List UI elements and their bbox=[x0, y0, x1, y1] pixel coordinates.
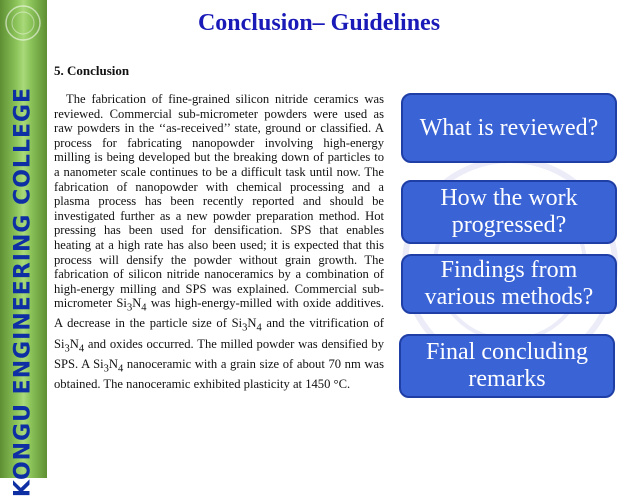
college-name: KONGU ENGINEERING COLLEGE bbox=[10, 86, 36, 497]
college-sidebar bbox=[0, 0, 47, 497]
guideline-box-progress bbox=[401, 180, 617, 244]
excerpt-heading: 5. Conclusion bbox=[54, 63, 130, 78]
guideline-box-remarks bbox=[399, 334, 615, 398]
guideline-label: What is reviewed? bbox=[419, 114, 599, 141]
slide-title: Conclusion– Guidelines bbox=[197, 10, 441, 36]
guideline-label: Final concluding remarks bbox=[426, 339, 588, 392]
guideline-box-findings bbox=[401, 254, 617, 314]
guideline-label: Findings from various methods? bbox=[424, 257, 594, 310]
excerpt-body: The fabrication of fine-grained silicon nitride ceramics was reviewed. Commercial sub-micrometer powders were used as raw powders in the ‘‘as-received’’ state, ground or classified. A process for fabricating nanopowder involving high-energy milling is being developed but the breaking down of particles to a nanometer scale continues to be a difficult task until now. The fabrication of nanopowder with chemical processing and a plasma process has been recently reported and should be investigated further as a new powder preparation method. Hot pressing has been used for densification. SPS that enables heating at a high rate has also been used; it is expected that this process will densify the powder without grain growth. The fabrication of silicon nitride nanoceramics by a combination of high-energy milling and SPS was explained. Commercial sub-micrometer $Si_3N_4$ was high-energy-milled with oxide additives. A decrease in the particle size of $Si_3N_4$ and the vitrification of $Si_3N_4$ and oxides occurred. The milled powder was densified by SPS. A $Si_3N_4$ nanoceramic with a grain size of about 70 nm was obtained. The nanoceramic exhibited plasticity at 1450 °C. bbox=[54, 92, 384, 391]
guideline-box-reviewed bbox=[401, 93, 617, 163]
guideline-label: How the work progressed? bbox=[440, 185, 578, 238]
